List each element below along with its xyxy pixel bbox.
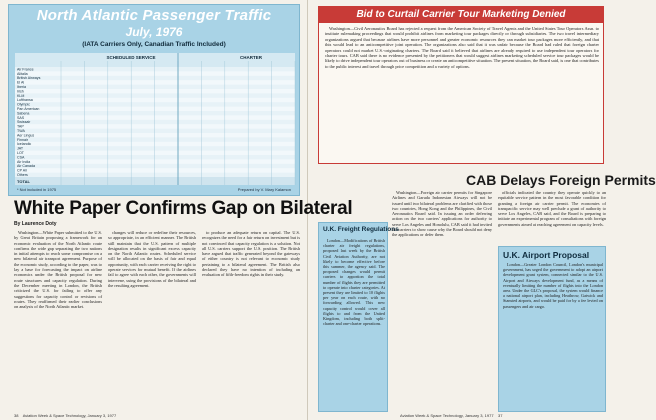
article-column-3 — [202, 230, 300, 410]
right-footer — [400, 413, 502, 418]
table-row-label: Swissair — [17, 120, 31, 125]
table-footnote: * Not included in 1975 — [17, 187, 57, 192]
airport-body — [503, 262, 603, 408]
traffic-table — [15, 53, 295, 185]
table-row-label: LOT — [17, 151, 24, 155]
table-row-label: Air France — [17, 67, 34, 72]
table-group-scheduled: SCHEDULED SERVICE — [106, 55, 156, 60]
cab-column-2-text: officials indicated the country they operate quickly to an equitable service pattern in the most favorable condition for granting a foreign air carrier permit. The economies of transpacific service may well preclude a grant of authority to serve Los Angeles, CAB said, and the Board is preparing to initiate an experimental program of consultations with foreign governments aimed at reaching agreement on capacity levels. — [498, 190, 606, 227]
article-column-1-text: Washington—White Paper submitted to the U.S. by Great Britain proposing a framework for an economic evaluation of the North Atlantic route confirms the wide gap separating the two nations in initial attempts to reach some compromise on a new bilateral air transport agreement. Purpose of the economic study, according to the paper, was to lay a base for forecasting the impact on airline economics under the British proposal for new route structures and capacity regulation. During the December meeting in London, the British criticized the U.S. for failing to offer any suggestions for capacity control or revisions of routes. They reaffirmed their earlier conclusions on analysis of the North Atlantic market. — [14, 230, 102, 310]
table-group-charter: CHARTER — [240, 55, 262, 60]
article-column-2 — [108, 230, 196, 410]
cab-headline: CAB Delays Foreign Permits — [466, 172, 656, 188]
freight-title: U.K. Freight Regulations — [323, 226, 399, 233]
traffic-table-grid — [15, 53, 295, 185]
table-row-label: Air Canada — [17, 164, 35, 169]
table-row-label: CP Air — [17, 168, 28, 173]
table-row-label: Irish — [17, 89, 24, 94]
cab-column-1-text: Washington—Foreign air carrier permits for Singapore Airlines and Garuda Indonesian Airways will not be issued until two bilateral problems are clarified with those two countries, Hong Kong and the Philippines, the Civil Aeronautics Board said. In issuing an order deferring action on the two carriers' applications for authority to serve Los Angeles and Honolulu, CAB said it had invited the carriers to show cause why the Board should not deny the applications or defer them. — [392, 190, 492, 238]
curtail-title: Bid to Curtail Carrier Tour Marketing Denied — [356, 9, 566, 20]
freight-text: London—Modifications of British charter air freight regulations, proposed last week by the British Civil Aviation Authority, are not likely to become effective before this summer, the agency said. The proposed changes would permit carriers to apportion the total number of flights they are permitted to operate into charter categories. At present they are limited to 10 flights per year on each route, with no forwarding allowed. This new capacity control would cover all flights to and from the United Kingdom, including both split-charter and one-charter operations. — [323, 238, 385, 327]
left-publication: Aviation Week & Space Technology, January 3, 1977 — [22, 413, 117, 418]
table-row-label: British Airways — [17, 76, 41, 81]
right-publication: Aviation Week & Space Technology, January 3, 1977 — [400, 413, 494, 418]
article-column-1 — [14, 230, 102, 410]
table-row-label: TAP — [17, 124, 24, 129]
table-row-label: Sabena — [17, 111, 30, 116]
table-row-label: JAT — [17, 146, 24, 151]
table-title: North Atlantic Passenger Traffic — [36, 7, 272, 24]
table-row-label: Pan American — [17, 107, 40, 111]
right-page-number: 37 — [498, 413, 503, 418]
table-credit: Prepared by V. Mary Kalamon — [237, 187, 291, 192]
table-row-label: Icelandic — [17, 142, 32, 147]
article-headline: White Paper Confirms Gap on Bilateral — [14, 198, 353, 219]
table-row-label: Others — [17, 173, 28, 177]
table-row-label: SAS — [17, 115, 25, 120]
cab-column-2 — [498, 190, 606, 242]
table-row-label: El Al — [17, 80, 25, 85]
table-row-label: Iberia — [17, 85, 26, 89]
table-row-label: Olympic — [17, 102, 30, 107]
table-subtitle: (IATA Carriers Only, Canadian Traffic Included) — [82, 41, 226, 48]
curtail-body — [325, 26, 599, 162]
airport-box — [498, 246, 606, 412]
table-row-label: Aer Lingus — [17, 133, 35, 138]
left-footer — [14, 413, 116, 418]
article-byline: By Laurence Doty — [14, 221, 57, 227]
table-row-label: Lufthansa — [17, 98, 33, 103]
article-column-3-text: to produce an adequate return on capital. The U.S. recognizes the need for a fair return on investment but is not convinced that capacity regulation is a solution. Not all U.S. carriers support the U.S. position. The British have argued that traffic generated beyond the gateways of either country is not relevant to economic study pertaining to a bilateral agreement. The British also declared they have no intention of including an evaluation of fifth-freedom rights in their study. — [202, 230, 300, 278]
article-column-2-text: changes will reduce or redefine their resources, so appropriate, in an efficient manner. The British still maintain that the U.S. pattern of multiple designation results in significant excess capacity on the North Atlantic routes. Scheduled service will be allocated on the basis of fair and equal opportunity, with each carrier receiving the right to operate services for mutual benefit. If the airlines fail to agree with each other, the governments will intervene, using the provisions of the bilateral and the resulting agreement. — [108, 230, 196, 288]
left-page-number: 38 — [14, 413, 19, 418]
table-row-label: TWA — [17, 129, 25, 133]
table-total-label: TOTAL — [17, 179, 30, 184]
table-date: July, 1976 — [125, 25, 183, 39]
freight-box — [318, 222, 399, 412]
airport-title: U.K. Airport Proposal — [503, 250, 590, 260]
traffic-table-box — [8, 4, 300, 196]
table-row-label: Air India — [17, 159, 31, 164]
curtail-text: Washington—Civil Aeronautics Board has rejected a request from the American Society of Travel Agents and the United States Tour Operators Assn. to institute rulemaking proceedings that would prohibit airlines from marketing tour packages directly or through subsidiaries. The two travel intermediary organizations argued that because airlines have more personnel and greater economic resources they can market tour packages more efficiently, and that this would lead to an anticompetitive joint operation. The organizations also said that it was unfair because the Board had ruled that foreign charter operators could not market U.S.-originating charters. The Board said it believed that airlines are already required to use independent tour operators for charter tours. CAB said there is no evidence presented by the petitioners that would suggest airlines marketing scheduled service tour packages would be likely to drive independent tour operators out of business or create an anticompetitive situation. The present situation, the Board said, is one that contributes to the public interest and travel through price competition and a variety of options. — [325, 26, 599, 69]
freight-body — [323, 238, 385, 408]
airport-text: London—Greater London Council, London's municipal government, has urged the government to adopt an airport development grant system, connected similar to the U.S. Airport and Airways development fund, as a means of eventually limiting the number of flights into the London area. Under the GLC's proposal, the system would finance a national airport plan, including Heathrow, Gatwick and Stansted airports, and would be paid for by a fee levied on passengers and air cargo. — [503, 262, 603, 309]
table-row-label: Alitalia — [17, 71, 28, 76]
cab-column-1 — [392, 190, 492, 412]
table-row-label: Finnair — [17, 137, 28, 142]
table-row-label: KLM — [17, 93, 25, 98]
curtail-box — [318, 6, 604, 164]
table-row-label: CSA — [17, 155, 25, 160]
